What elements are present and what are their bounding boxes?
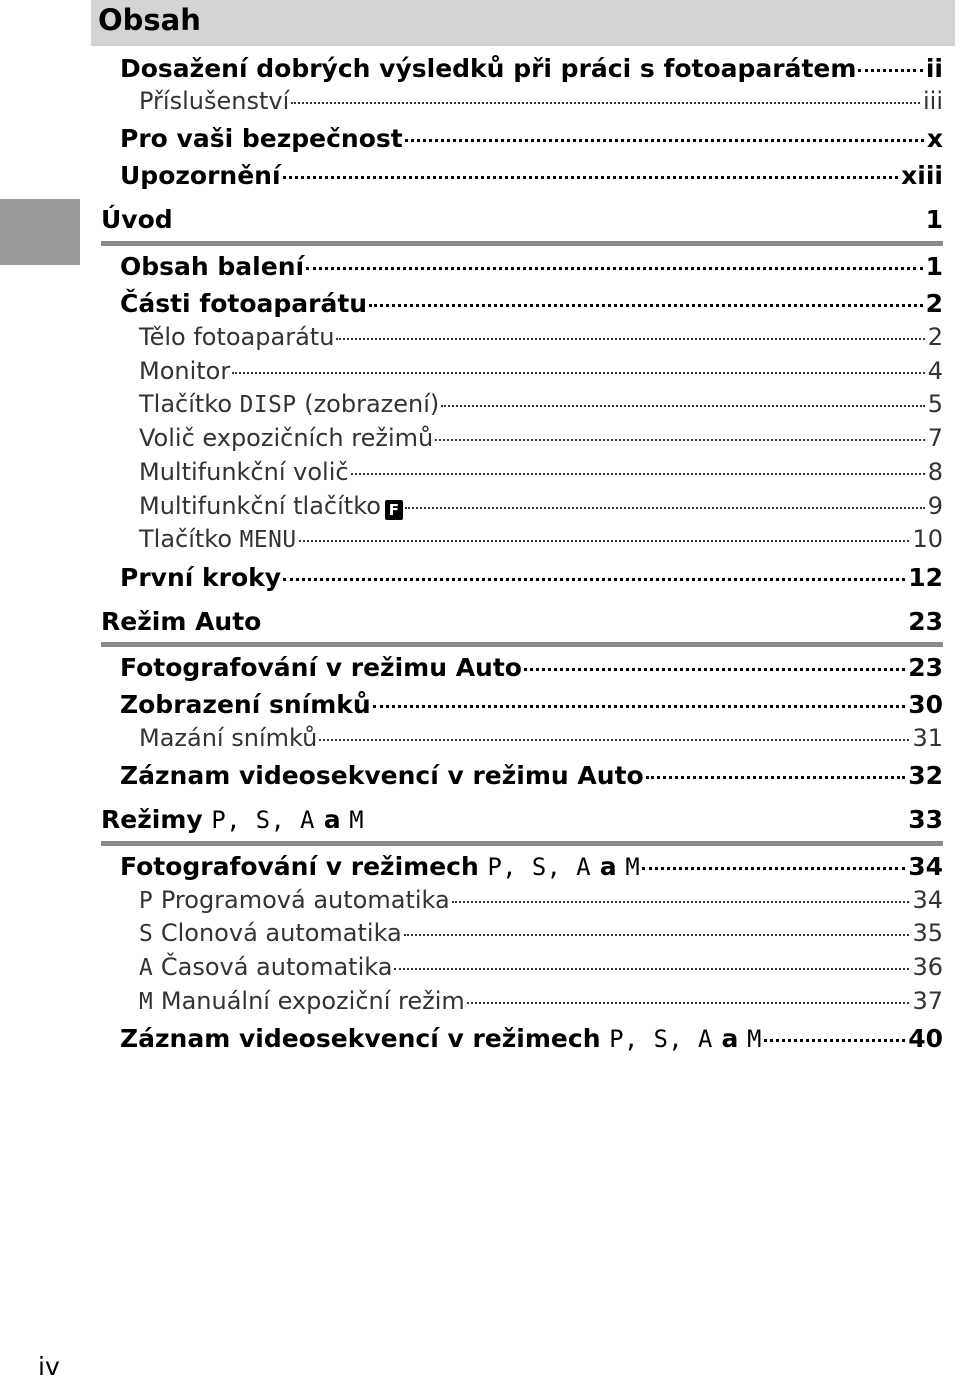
toc-entry-label: Záznam videosekvencí v režimech P, S, A a M bbox=[120, 1024, 762, 1053]
toc-entry-page: 2 bbox=[925, 289, 943, 318]
toc-entry-page: 5 bbox=[927, 390, 943, 418]
toc-entry[interactable] bbox=[120, 161, 943, 191]
mode-p-symbol: P bbox=[139, 888, 154, 914]
toc-subentry[interactable] bbox=[139, 492, 943, 522]
toc-subentry[interactable] bbox=[139, 390, 943, 420]
toc-entry-label: Pro vaši bezpečnost bbox=[120, 124, 403, 153]
toc-subentry[interactable] bbox=[139, 724, 943, 754]
toc-entry-page: 9 bbox=[927, 492, 943, 520]
mode-s-symbol: S bbox=[139, 921, 154, 947]
dot-leader bbox=[373, 705, 906, 708]
toc-subentry[interactable] bbox=[139, 424, 943, 454]
toc-subentry[interactable] bbox=[139, 357, 943, 387]
dot-leader bbox=[283, 176, 899, 179]
toc-entry-label: Tlačítko DISP (zobrazení) bbox=[139, 390, 440, 418]
toc-entry-label: S Clonová automatika bbox=[139, 919, 402, 947]
toc-subentry[interactable] bbox=[139, 953, 943, 983]
dot-leader bbox=[299, 540, 910, 542]
toc-entry[interactable] bbox=[120, 563, 943, 593]
mode-m-symbol: M bbox=[139, 989, 154, 1015]
dot-leader bbox=[319, 739, 909, 741]
dot-leader bbox=[405, 507, 925, 509]
dot-leader bbox=[283, 578, 905, 581]
dot-leader bbox=[369, 304, 923, 307]
dot-leader bbox=[394, 968, 909, 970]
toc-entry-page: 12 bbox=[908, 563, 943, 592]
chapter-page: 1 bbox=[925, 205, 943, 234]
toc-entry-label: Dosažení dobrých výsledků při práci s fotoaparátem bbox=[120, 54, 857, 83]
toc-subentry[interactable] bbox=[139, 525, 943, 555]
chapter-page: 23 bbox=[908, 607, 943, 636]
toc-entry[interactable] bbox=[120, 1024, 943, 1054]
toc-entry-label: A Časová automatika bbox=[139, 953, 393, 981]
toc-entry-label: M Manuální expoziční režim bbox=[139, 987, 465, 1015]
toc-entry-label: Upozornění bbox=[120, 161, 281, 190]
toc-entry-label: Zobrazení snímků bbox=[120, 690, 371, 719]
toc-entry-page: ii bbox=[925, 54, 943, 83]
menu-button-symbol: MENU bbox=[239, 527, 297, 553]
dot-leader bbox=[642, 867, 905, 870]
toc-entry-label: Mazání snímků bbox=[139, 724, 318, 752]
toc-entry-label: Příslušenství bbox=[139, 87, 290, 115]
toc-entry-page: 40 bbox=[908, 1024, 943, 1053]
toc-entry-page: x bbox=[926, 124, 943, 153]
toc-entry-page: 36 bbox=[912, 953, 943, 981]
dot-leader bbox=[441, 405, 924, 407]
mode-letter: M bbox=[625, 853, 641, 881]
chapter-title: Úvod bbox=[101, 205, 173, 234]
dot-leader bbox=[858, 69, 922, 72]
chapter-heading[interactable] bbox=[101, 205, 943, 235]
chapter-rule bbox=[101, 642, 943, 647]
chapter-tab-marker bbox=[0, 199, 80, 265]
dot-leader bbox=[306, 267, 923, 270]
chapter-title: Režim Auto bbox=[101, 607, 262, 636]
toc-entry-page: 4 bbox=[927, 357, 943, 385]
toc-entry-label: Multifunkční volič bbox=[139, 458, 349, 486]
dot-leader bbox=[646, 776, 906, 779]
toc-entry-label: Záznam videosekvencí v režimu Auto bbox=[120, 761, 644, 790]
toc-entry-label: Fotografování v režimu Auto bbox=[120, 653, 522, 682]
page-number: iv bbox=[38, 1352, 60, 1381]
toc-entry-label: Tělo fotoaparátu bbox=[139, 323, 335, 351]
chapter-rule bbox=[101, 241, 943, 246]
toc-entry-page: 37 bbox=[912, 987, 943, 1015]
toc-entry[interactable] bbox=[120, 252, 943, 282]
toc-entry-page: 35 bbox=[912, 919, 943, 947]
dot-leader bbox=[351, 473, 925, 475]
page-title: Obsah bbox=[98, 3, 201, 37]
dot-leader bbox=[405, 139, 924, 142]
dot-leader bbox=[435, 439, 925, 441]
chapter-page: 33 bbox=[908, 805, 943, 834]
dot-leader bbox=[404, 934, 910, 936]
mode-letters: P, S, A bbox=[211, 806, 315, 834]
chapter-heading[interactable] bbox=[101, 607, 943, 637]
toc-entry-page: 1 bbox=[925, 252, 943, 281]
toc-entry[interactable] bbox=[120, 690, 943, 720]
toc-subentry[interactable] bbox=[139, 87, 943, 117]
toc-entry-label: Tlačítko MENU bbox=[139, 525, 297, 553]
mode-letters: P, S, A bbox=[487, 853, 592, 881]
toc-entry-label: První kroky bbox=[120, 563, 282, 592]
dot-leader bbox=[232, 372, 924, 374]
toc-entry[interactable] bbox=[120, 289, 943, 319]
mode-letter: M bbox=[747, 1025, 762, 1053]
toc-entry-page: 23 bbox=[908, 653, 943, 682]
dot-leader bbox=[336, 338, 924, 340]
dot-leader bbox=[291, 102, 920, 104]
mode-a-symbol: A bbox=[139, 955, 154, 981]
toc-entry[interactable] bbox=[120, 653, 943, 683]
toc-subentry[interactable] bbox=[139, 458, 943, 488]
toc-subentry[interactable] bbox=[139, 987, 943, 1017]
toc-entry-label: Obsah balení bbox=[120, 252, 305, 281]
chapter-title: Režimy P, S, A a M bbox=[101, 805, 365, 834]
toc-subentry[interactable] bbox=[139, 919, 943, 949]
toc-entry-page: iii bbox=[922, 87, 943, 115]
toc-entry[interactable] bbox=[120, 124, 943, 154]
dot-leader bbox=[467, 1002, 910, 1004]
f-button-icon: F bbox=[385, 500, 403, 520]
toc-entry-page: 31 bbox=[912, 724, 943, 752]
dot-leader bbox=[524, 668, 905, 671]
header-bar bbox=[91, 0, 955, 46]
toc-entry-label: Multifunkční tlačítko F bbox=[139, 492, 403, 520]
toc-entry-page: 2 bbox=[927, 323, 943, 351]
toc-entry[interactable] bbox=[120, 54, 943, 84]
toc-entry-label: Volič expozičních režimů bbox=[139, 424, 434, 452]
toc-entry-label: Části fotoaparátu bbox=[120, 289, 368, 318]
toc-entry-label: P Programová automatika bbox=[139, 886, 450, 914]
toc-entry-page: 32 bbox=[908, 761, 943, 790]
dot-leader bbox=[764, 1039, 905, 1042]
toc-entry-label: Fotografování v režimech P, S, A a M bbox=[120, 852, 641, 881]
toc-subentry[interactable] bbox=[139, 323, 943, 353]
toc-entry[interactable] bbox=[120, 761, 943, 791]
toc-entry-page: 34 bbox=[912, 886, 943, 914]
dot-leader bbox=[452, 901, 910, 903]
toc-entry-label: Monitor bbox=[139, 357, 231, 385]
toc-entry-page: 7 bbox=[927, 424, 943, 452]
toc-entry-page: 34 bbox=[908, 852, 943, 881]
mode-letter: M bbox=[349, 806, 365, 834]
toc-entry-page: xiii bbox=[901, 161, 943, 190]
toc-subentry[interactable] bbox=[139, 886, 943, 916]
mode-letters: P, S, A bbox=[609, 1025, 713, 1053]
disp-button-symbol: DISP bbox=[239, 392, 297, 418]
chapter-heading[interactable] bbox=[101, 805, 943, 835]
toc-entry-page: 30 bbox=[908, 690, 943, 719]
toc-entry-page: 10 bbox=[912, 525, 943, 553]
toc-entry-page: 8 bbox=[927, 458, 943, 486]
chapter-rule bbox=[101, 841, 943, 846]
toc-entry[interactable] bbox=[120, 852, 943, 882]
